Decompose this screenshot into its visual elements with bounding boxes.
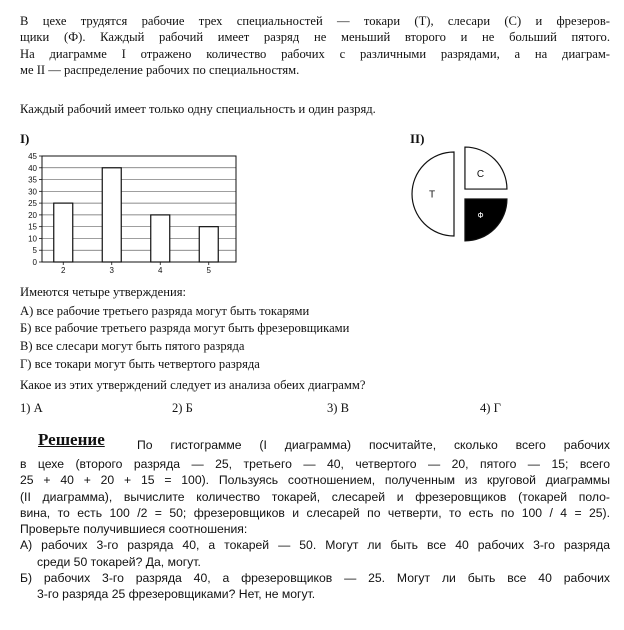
y-tick-label: 5	[32, 246, 37, 256]
y-tick-label: 40	[28, 163, 37, 173]
bar	[54, 203, 73, 262]
answer-option: 2) Б	[172, 401, 193, 415]
y-tick-label: 45	[28, 152, 37, 161]
statements-intro: Имеются четыре утверждения:	[20, 285, 187, 299]
solution-body	[20, 456, 610, 603]
solution-item-line: Б) рабочих 3-го разряда 40, а фрезеровщиков — 25. Могут ли быть все 40 рабочих	[20, 571, 610, 586]
pie-slice	[465, 147, 507, 189]
solution-line: Проверьте получившиеся соотношения:	[20, 522, 248, 537]
pie-slice	[465, 199, 507, 241]
diagram1-label: I)	[20, 131, 30, 146]
bar-chart	[22, 148, 244, 276]
y-tick-label: 30	[28, 187, 37, 197]
statement-item: Г) все токари могут быть четвертого разряда	[20, 357, 260, 371]
pie-label: Ф	[477, 211, 484, 221]
solution-item-line: среди 50 токарей? Да, могут.	[37, 554, 201, 569]
bar	[151, 215, 170, 262]
x-tick-label: 5	[206, 266, 211, 275]
y-tick-label: 15	[28, 222, 37, 232]
bar	[102, 168, 121, 262]
solution-line: 25 + 40 + 20 + 15 = 100). Пользуясь соотношением, полученным из круговой диаграммы	[20, 473, 610, 488]
solution-header: Решение	[38, 430, 105, 449]
question-text: Какое из этих утверждений следует из анализа обеих диаграмм?	[20, 378, 366, 392]
statement-item: Б) все рабочие третьего разряда могут быть фрезеровщиками	[20, 321, 350, 335]
x-tick-label: 2	[61, 266, 66, 275]
pie-label: Т	[428, 189, 436, 201]
answer-option: 4) Г	[480, 401, 501, 415]
x-tick-label: 4	[158, 266, 163, 275]
problem-note: Каждый рабочий имеет только одну специальность и один разряд.	[20, 102, 376, 116]
problem-line: щики (Ф). Каждый рабочий имеет разряд не меньший второго и не больший пятого.	[20, 30, 610, 45]
solution-line: (II диаграмма), вычислите количество токарей, слесарей и фрезеровщиков (токарей поло-	[20, 489, 610, 504]
y-tick-label: 10	[28, 234, 37, 244]
problem-text	[20, 13, 610, 79]
diagram2-label: II)	[410, 131, 425, 146]
answer-option: 3) В	[327, 401, 350, 415]
solution-item-line: 3-го разряда 25 фрезеровщиками? Нет, не могут.	[37, 587, 316, 602]
pie-label: С	[476, 168, 485, 180]
solution-line: в цехе (второго разряда — 25, третьего — 40, четвертого — 20, пятого — 15; всего	[20, 457, 610, 471]
problem-line: На диаграмме I отражено количество рабочих с различными разрядами, а на диаграм-	[20, 46, 610, 61]
problem-line: ме II — распределение рабочих по специальностям.	[20, 63, 300, 78]
problem-line: В цехе трудятся рабочие трех специальностей — токари (Т), слесари (С) и фрезеров-	[20, 14, 610, 28]
solution-item-line: А) рабочих 3-го разряда 40, а токарей — 50. Могут ли быть все 40 рабочих 3-го разряда	[20, 538, 610, 553]
statement-item: В) все слесари могут быть пятого разряда	[20, 339, 245, 353]
y-tick-label: 0	[32, 258, 37, 267]
x-tick-label: 3	[109, 266, 114, 275]
y-tick-label: 20	[28, 210, 37, 220]
statement-item: А) все рабочие третьего разряда могут быть токарями	[20, 304, 310, 318]
y-tick-label: 25	[28, 199, 37, 209]
solution-line: вина, то есть 100 /2 = 50; фрезеровщиков и слесарей по четверти, то есть по 100 / 4 = 25).	[20, 505, 610, 520]
bar	[199, 227, 218, 262]
y-tick-label: 35	[28, 175, 37, 185]
pie-chart	[406, 146, 514, 244]
answer-option: 1) А	[20, 401, 43, 415]
solution-first-line: По гистограмме (I диаграмма) посчитайте, сколько всего рабочих	[137, 438, 610, 452]
